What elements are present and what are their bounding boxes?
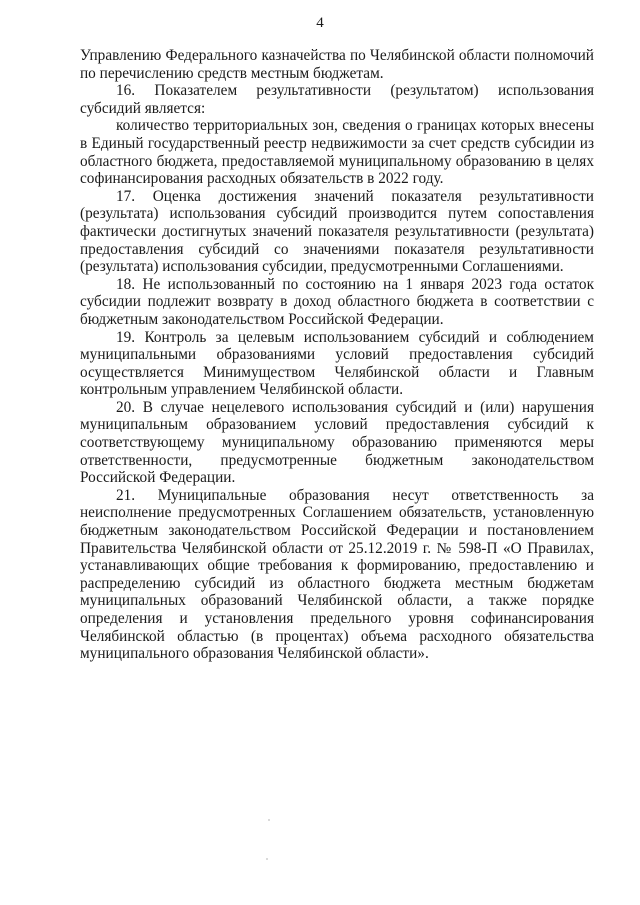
document-body <box>80 47 594 663</box>
paragraph-17: 17. Оценка достижения значений показателя результативности (результата) использования субсидий производится путем сопоставления фактически достигнутых значений показателя результативности (результата) предоставления субсидий со значениями показателя результативности (результата) использования субсидии, предусмотренными Соглашениями. <box>80 187 594 276</box>
paragraph-16: 16. Показателем результативности (результатом) использования субсидий является: <box>80 82 594 117</box>
paragraph-21: 21. Муниципальные образования несут ответственность за неисполнение предусмотренных Соглашением обязательств, установленную бюджетным законодательством Российской Федерации и постановлением Правительства Челябинской области от 25.12.2019 г. № 598-П «О Правилах, устанавливающих общие требования к формированию, предоставлению и распределению субсидий из областного бюджета местным бюджетам муниципальных образований Челябинской области, а также порядке определения и установления предельного уровня софинансирования Челябинской областью (в процентах) объема расходного обязательства муниципального образования Челябинской области». <box>80 486 594 663</box>
scan-speck <box>268 819 270 821</box>
scan-speck <box>266 858 268 860</box>
page-number: 4 <box>316 15 324 31</box>
paragraph-19: 19. Контроль за целевым использованием субсидий и соблюдением муниципальными образованиями условий предоставления субсидий осуществляется Минимуществом Челябинской области и Главным контрольным управлением Челябинской области. <box>80 328 594 399</box>
paragraph-16-indicator: количество территориальных зон, сведения о границах которых внесены в Единый государственный реестр недвижимости за счет средств субсидии из областного бюджета, предоставляемой муниципальному образованию в целях софинансирования расходных обязательств в 2022 году. <box>80 117 594 188</box>
paragraph-20: 20. В случае нецелевого использования субсидий и (или) нарушения муниципальным образованием условий предоставления субсидий к соответствующему муниципальному образованию применяются меры ответственности, предусмотренные бюджетным законодательством Российской Федерации. <box>80 398 594 487</box>
paragraph-18: 18. Не использованный по состоянию на 1 января 2023 года остаток субсидии подлежит возврату в доход областного бюджета в соответствии с бюджетным законодательством Российской Федерации. <box>80 275 594 328</box>
paragraph-continuation: Управлению Федерального казначейства по Челябинской области полномочий по перечислению средств местным бюджетам. <box>80 47 594 82</box>
